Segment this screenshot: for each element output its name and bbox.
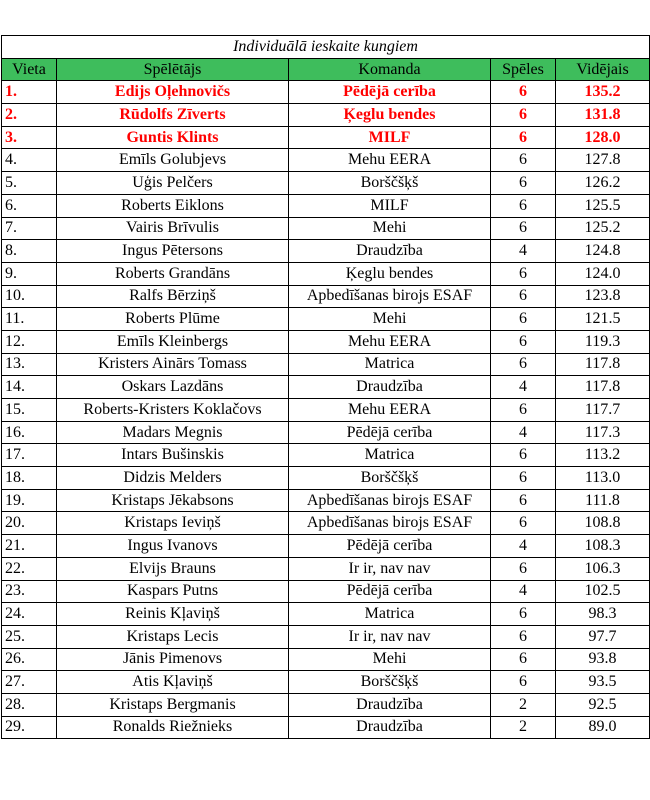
table-row — [2, 535, 650, 558]
cell-rank: 2. — [2, 104, 57, 127]
cell-average: 108.8 — [556, 512, 650, 535]
cell-player: Emīls Golubjevs — [57, 149, 289, 172]
header-player: Spēlētājs — [57, 58, 289, 81]
cell-team: Borščšķš — [289, 172, 491, 195]
cell-games: 6 — [491, 308, 556, 331]
cell-player: Roberts Grandāns — [57, 262, 289, 285]
table-row — [2, 376, 650, 399]
cell-games: 6 — [491, 444, 556, 467]
cell-average: 117.8 — [556, 353, 650, 376]
cell-average: 131.8 — [556, 104, 650, 127]
cell-player: Roberts-Kristers Koklačovs — [57, 399, 289, 422]
cell-games: 6 — [491, 172, 556, 195]
cell-rank: 11. — [2, 308, 57, 331]
cell-rank: 21. — [2, 535, 57, 558]
cell-team: Draudzība — [289, 240, 491, 263]
cell-games: 6 — [491, 126, 556, 149]
cell-rank: 12. — [2, 330, 57, 353]
cell-rank: 29. — [2, 716, 57, 739]
cell-games: 6 — [491, 81, 556, 104]
cell-team: Draudzība — [289, 693, 491, 716]
table-row — [2, 489, 650, 512]
cell-team: Mehu EERA — [289, 399, 491, 422]
cell-average: 123.8 — [556, 285, 650, 308]
cell-games: 6 — [491, 603, 556, 626]
cell-team: MILF — [289, 194, 491, 217]
cell-player: Ralfs Bērziņš — [57, 285, 289, 308]
cell-player: Uģis Pelčers — [57, 172, 289, 195]
cell-rank: 19. — [2, 489, 57, 512]
cell-player: Reinis Kļaviņš — [57, 603, 289, 626]
cell-games: 6 — [491, 489, 556, 512]
cell-team: Pēdējā cerība — [289, 81, 491, 104]
cell-average: 117.3 — [556, 421, 650, 444]
cell-team: Pēdējā cerība — [289, 535, 491, 558]
header-team: Komanda — [289, 58, 491, 81]
table-header-row — [2, 58, 650, 81]
cell-rank: 28. — [2, 693, 57, 716]
cell-player: Emīls Kleinbergs — [57, 330, 289, 353]
cell-rank: 23. — [2, 580, 57, 603]
cell-player: Kristaps Lecis — [57, 625, 289, 648]
cell-player: Intars Bušinskis — [57, 444, 289, 467]
cell-rank: 24. — [2, 603, 57, 626]
cell-player: Kaspars Putns — [57, 580, 289, 603]
cell-games: 4 — [491, 240, 556, 263]
header-rank: Vieta — [2, 58, 57, 81]
cell-rank: 22. — [2, 557, 57, 580]
cell-games: 6 — [491, 217, 556, 240]
cell-player: Rūdolfs Zīverts — [57, 104, 289, 127]
cell-team: Draudzība — [289, 716, 491, 739]
cell-average: 113.0 — [556, 467, 650, 490]
table-row — [2, 149, 650, 172]
cell-team: Matrica — [289, 603, 491, 626]
table-title: Individuālā ieskaite kungiem — [2, 36, 650, 59]
cell-games: 4 — [491, 421, 556, 444]
table-row — [2, 648, 650, 671]
cell-average: 97.7 — [556, 625, 650, 648]
table-body — [2, 81, 650, 739]
cell-rank: 15. — [2, 399, 57, 422]
table-row — [2, 217, 650, 240]
cell-team: Mehu EERA — [289, 330, 491, 353]
cell-rank: 7. — [2, 217, 57, 240]
table-row — [2, 285, 650, 308]
cell-average: 113.2 — [556, 444, 650, 467]
cell-rank: 20. — [2, 512, 57, 535]
cell-games: 6 — [491, 512, 556, 535]
cell-average: 124.0 — [556, 262, 650, 285]
cell-rank: 17. — [2, 444, 57, 467]
cell-average: 106.3 — [556, 557, 650, 580]
cell-team: Ir ir, nav nav — [289, 625, 491, 648]
cell-team: Pēdējā cerība — [289, 421, 491, 444]
cell-player: Edijs Oļehnovičs — [57, 81, 289, 104]
cell-rank: 25. — [2, 625, 57, 648]
cell-games: 4 — [491, 580, 556, 603]
table-row — [2, 126, 650, 149]
cell-player: Roberts Plūme — [57, 308, 289, 331]
cell-average: 117.8 — [556, 376, 650, 399]
cell-average: 135.2 — [556, 81, 650, 104]
cell-average: 125.5 — [556, 194, 650, 217]
cell-player: Kristaps Jēkabsons — [57, 489, 289, 512]
cell-average: 108.3 — [556, 535, 650, 558]
cell-rank: 26. — [2, 648, 57, 671]
cell-team: Apbedīšanas birojs ESAF — [289, 489, 491, 512]
cell-player: Jānis Pimenovs — [57, 648, 289, 671]
cell-team: Mehu EERA — [289, 149, 491, 172]
cell-team: Matrica — [289, 444, 491, 467]
cell-player: Kristers Ainārs Tomass — [57, 353, 289, 376]
cell-games: 6 — [491, 194, 556, 217]
table-row — [2, 421, 650, 444]
cell-average: 89.0 — [556, 716, 650, 739]
cell-average: 92.5 — [556, 693, 650, 716]
cell-rank: 13. — [2, 353, 57, 376]
cell-team: Mehi — [289, 308, 491, 331]
cell-player: Madars Megnis — [57, 421, 289, 444]
cell-average: 98.3 — [556, 603, 650, 626]
cell-team: Mehi — [289, 648, 491, 671]
cell-average: 93.5 — [556, 671, 650, 694]
cell-average: 119.3 — [556, 330, 650, 353]
table-row — [2, 330, 650, 353]
results-table-container — [0, 35, 650, 739]
cell-games: 6 — [491, 467, 556, 490]
cell-team: Apbedīšanas birojs ESAF — [289, 512, 491, 535]
cell-rank: 10. — [2, 285, 57, 308]
cell-games: 6 — [491, 625, 556, 648]
cell-games: 6 — [491, 330, 556, 353]
table-row — [2, 512, 650, 535]
cell-games: 6 — [491, 399, 556, 422]
cell-average: 121.5 — [556, 308, 650, 331]
cell-average: 125.2 — [556, 217, 650, 240]
cell-team: Matrica — [289, 353, 491, 376]
cell-player: Guntis Klints — [57, 126, 289, 149]
table-row — [2, 172, 650, 195]
cell-average: 127.8 — [556, 149, 650, 172]
cell-games: 6 — [491, 104, 556, 127]
table-row — [2, 467, 650, 490]
table-row — [2, 194, 650, 217]
table-row — [2, 693, 650, 716]
cell-games: 6 — [491, 285, 556, 308]
table-row — [2, 262, 650, 285]
cell-team: Ir ir, nav nav — [289, 557, 491, 580]
table-row — [2, 240, 650, 263]
cell-games: 4 — [491, 535, 556, 558]
cell-team: Ķeglu bendes — [289, 104, 491, 127]
cell-games: 6 — [491, 149, 556, 172]
cell-team: Ķeglu bendes — [289, 262, 491, 285]
cell-rank: 16. — [2, 421, 57, 444]
cell-rank: 1. — [2, 81, 57, 104]
cell-average: 126.2 — [556, 172, 650, 195]
cell-games: 6 — [491, 262, 556, 285]
cell-player: Elvijs Brauns — [57, 557, 289, 580]
cell-average: 93.8 — [556, 648, 650, 671]
header-games: Spēles — [491, 58, 556, 81]
cell-player: Ingus Ivanovs — [57, 535, 289, 558]
cell-team: Apbedīšanas birojs ESAF — [289, 285, 491, 308]
table-row — [2, 353, 650, 376]
cell-rank: 27. — [2, 671, 57, 694]
cell-games: 6 — [491, 353, 556, 376]
cell-team: Borščšķš — [289, 671, 491, 694]
cell-rank: 6. — [2, 194, 57, 217]
cell-games: 6 — [491, 671, 556, 694]
cell-player: Roberts Eiklons — [57, 194, 289, 217]
cell-average: 111.8 — [556, 489, 650, 512]
cell-games: 2 — [491, 693, 556, 716]
cell-player: Ingus Pētersons — [57, 240, 289, 263]
cell-rank: 3. — [2, 126, 57, 149]
cell-team: Pēdējā cerība — [289, 580, 491, 603]
cell-average: 124.8 — [556, 240, 650, 263]
cell-rank: 18. — [2, 467, 57, 490]
cell-games: 4 — [491, 376, 556, 399]
cell-team: Draudzība — [289, 376, 491, 399]
cell-average: 128.0 — [556, 126, 650, 149]
cell-player: Vairis Brīvulis — [57, 217, 289, 240]
cell-player: Ronalds Riežnieks — [57, 716, 289, 739]
table-row — [2, 444, 650, 467]
cell-games: 6 — [491, 557, 556, 580]
cell-team: Mehi — [289, 217, 491, 240]
table-row — [2, 716, 650, 739]
table-row — [2, 625, 650, 648]
cell-player: Didzis Melders — [57, 467, 289, 490]
cell-player: Kristaps Bergmanis — [57, 693, 289, 716]
cell-team: MILF — [289, 126, 491, 149]
table-title-row — [2, 36, 650, 59]
cell-rank: 14. — [2, 376, 57, 399]
cell-games: 2 — [491, 716, 556, 739]
table-row — [2, 603, 650, 626]
cell-average: 117.7 — [556, 399, 650, 422]
cell-rank: 4. — [2, 149, 57, 172]
cell-player: Atis Kļaviņš — [57, 671, 289, 694]
cell-team: Borščšķš — [289, 467, 491, 490]
cell-average: 102.5 — [556, 580, 650, 603]
cell-games: 6 — [491, 648, 556, 671]
cell-player: Kristaps Ieviņš — [57, 512, 289, 535]
table-row — [2, 399, 650, 422]
cell-rank: 9. — [2, 262, 57, 285]
cell-player: Oskars Lazdāns — [57, 376, 289, 399]
cell-rank: 8. — [2, 240, 57, 263]
cell-rank: 5. — [2, 172, 57, 195]
header-average: Vidējais — [556, 58, 650, 81]
results-table — [1, 35, 650, 739]
table-row — [2, 81, 650, 104]
table-row — [2, 104, 650, 127]
table-row — [2, 580, 650, 603]
table-row — [2, 308, 650, 331]
table-row — [2, 557, 650, 580]
table-row — [2, 671, 650, 694]
